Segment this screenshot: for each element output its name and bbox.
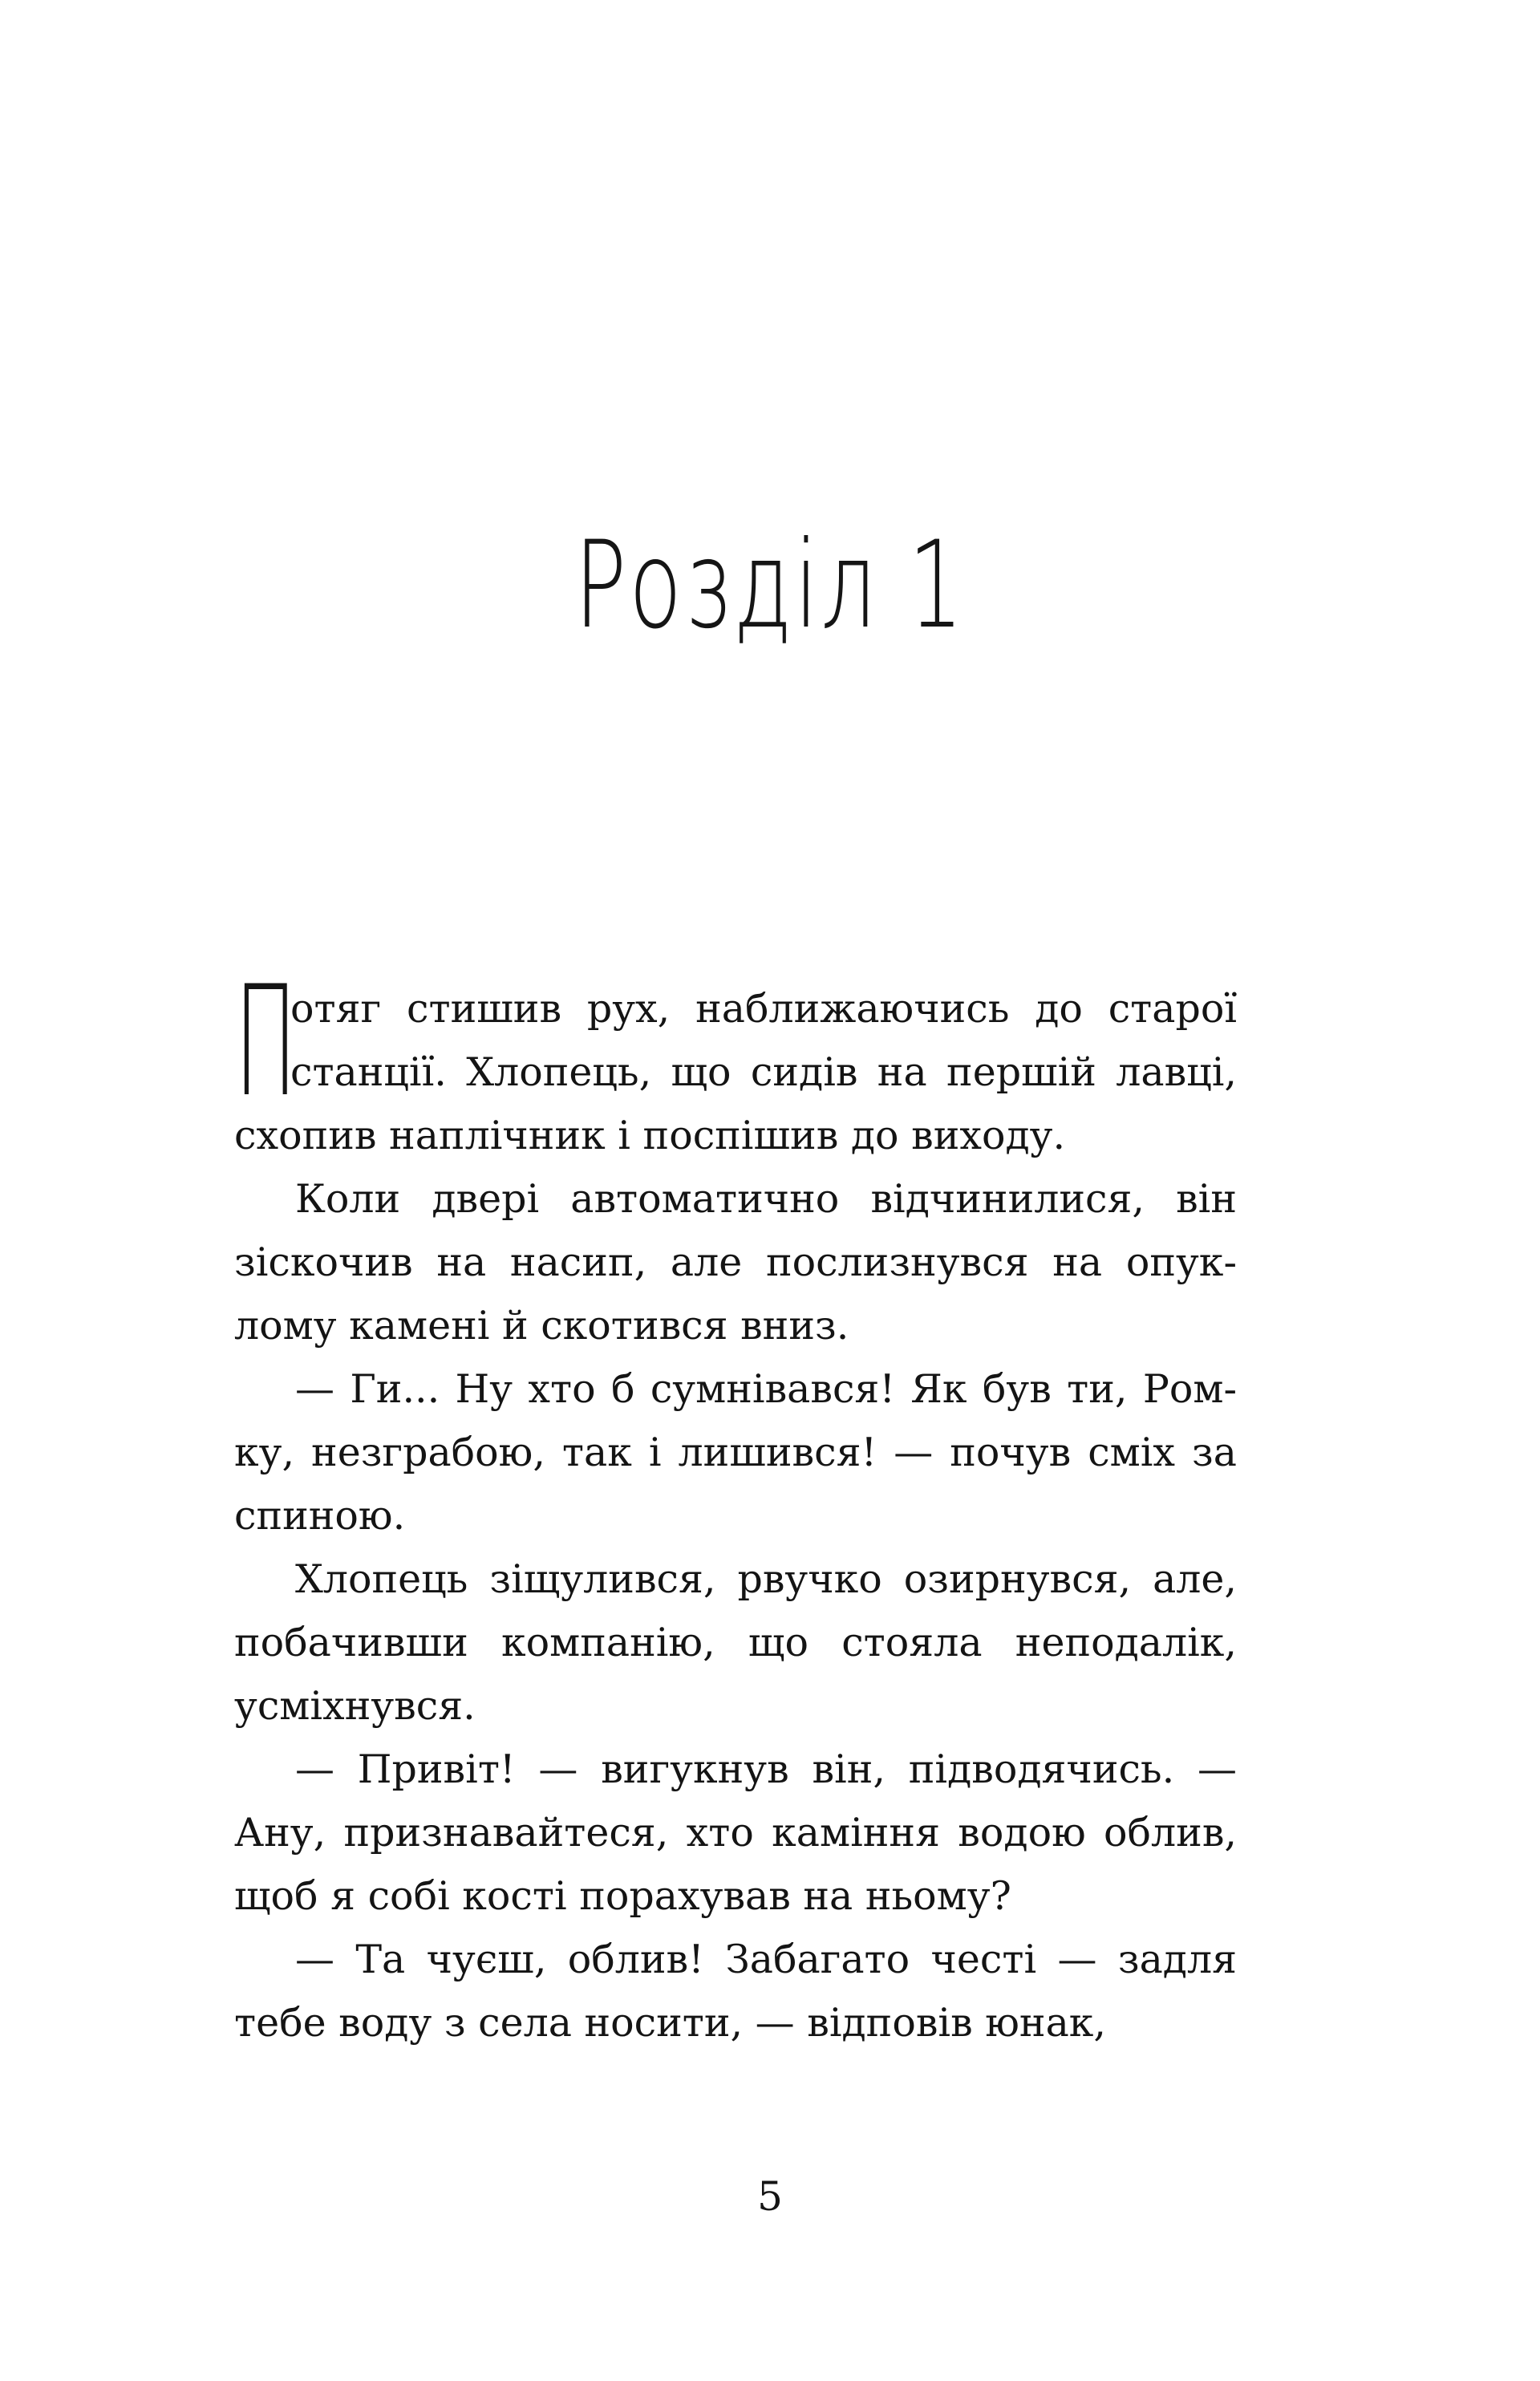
paragraph: — Ги... Ну хто б сумнівався! Як був ти, Ромку, незграбою, так і лишився! — почув сміх за спиною.: [234, 1366, 1237, 1539]
paragraph: — Привіт! — вигукнув він, підводячись. — Ану, признавайтеся, хто каміння водою облив, щоб я собі кості порахував на ньому?: [234, 1746, 1237, 1919]
paragraph: Коли двері автоматично відчинилися, він зіскочив на насип, але послизнувся на опуклому камені й скотився вниз.: [234, 1176, 1237, 1349]
paragraph: [234, 953, 1237, 1167]
paragraph: Хлопець зіщулився, рвучко озирнувся, але, побачивши компанію, що стояла неподалік, усміхнувся.: [234, 1556, 1237, 1729]
drop-cap: П: [234, 953, 298, 1130]
page-number: 5: [757, 2173, 783, 2220]
body-text: [234, 953, 1237, 2054]
chapter-title: Розділ 1: [574, 516, 966, 655]
paragraph: — Та чуєш, облив! Забагато честі — задля тебе воду з села носити, — відповів юнак,: [234, 1937, 1237, 2046]
paragraph-text: отяг стишив рух, наближаючись до старої станції. Хлопець, що сидів на першій лавці, схопив наплічник і поспішив до виходу.: [234, 986, 1237, 1158]
